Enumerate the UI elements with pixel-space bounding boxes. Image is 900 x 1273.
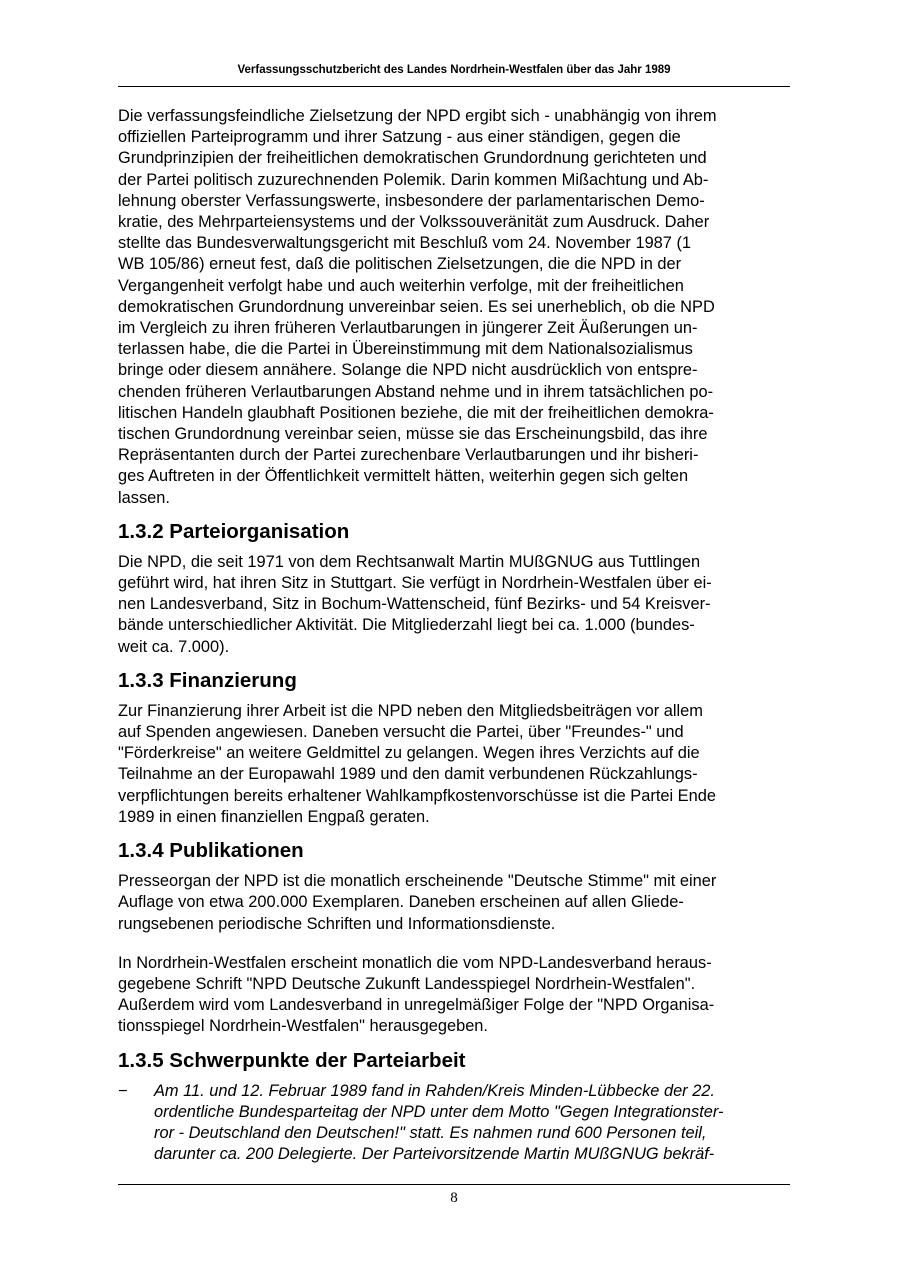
finanzierung-paragraph	[118, 701, 790, 828]
text-line: kratie, des Mehrparteiensystems und der Volkssouveränität zum Ausdruck. Daher	[118, 213, 710, 232]
section-heading-publikationen: 1.3.4 Publikationen	[118, 839, 304, 863]
text-line: Vergangenheit verfolgt habe und auch weiterhin verfolge, mit der freiheitlichen	[118, 276, 684, 295]
text-line: tischen Grundordnung vereinbar seien, müsse sie das Erscheinungsbild, das ihre	[118, 425, 708, 444]
text-line: chenden früheren Verlautbarungen Abstand nehme und in ihrem tatsächlichen po-	[118, 382, 714, 401]
text-line: darunter ca. 200 Delegierte. Der Parteivorsitzende Martin MUßGNUG bekräf-	[154, 1145, 715, 1164]
text-line: WB 105/86) erneut fest, daß die politischen Zielsetzungen, die die NPD in der	[118, 255, 682, 274]
text-line: rungsebenen periodische Schriften und Informationsdienste.	[118, 914, 556, 933]
text-line: terlassen habe, die die Partei in Übereinstimmung mit dem Nationalsozialismus	[118, 340, 693, 359]
text-line: Auflage von etwa 200.000 Exemplaren. Daneben erscheinen auf allen Gliede-	[118, 893, 684, 912]
section-heading-finanzierung: 1.3.3 Finanzierung	[118, 668, 297, 692]
text-line: bände unterschiedlicher Aktivität. Die Mitgliederzahl liegt bei ca. 1.000 (bundes-	[118, 616, 695, 635]
text-line: Grundprinzipien der freiheitlichen demokratischen Grundordnung gerichteten und	[118, 149, 707, 168]
text-line: offiziellen Parteiprogramm und ihrer Satzung - aus einer ständigen, gegen die	[118, 128, 681, 147]
text-line: auf Spenden angewiesen. Daneben versucht die Partei, über "Freundes-" und	[118, 723, 684, 742]
text-line: im Vergleich zu ihren früheren Verlautbarungen in jüngerer Zeit Äußerungen un-	[118, 319, 698, 338]
bullet-item	[118, 1081, 790, 1166]
text-line: der Partei politisch zuzurechnenden Polemik. Darin kommen Mißachtung und Ab-	[118, 170, 709, 189]
text-line: lehnung oberster Verfassungswerte, insbesondere der parlamentarischen Demo-	[118, 191, 705, 210]
text-line: Außerdem wird vom Landesverband in unregelmäßiger Folge der "NPD Organisa-	[118, 996, 715, 1015]
text-line: ordentliche Bundesparteitag der NPD unter dem Motto "Gegen Integrationster-	[154, 1102, 724, 1121]
publikationen-paragraph-1	[118, 871, 790, 935]
text-line: weit ca. 7.000).	[118, 637, 230, 656]
text-line: bringe oder diesem annähere. Solange die NPD nicht ausdrücklich von entspre-	[118, 361, 698, 380]
text-line: demokratischen Grundordnung unvereinbar seien. Es sei unerheblich, ob die NPD	[118, 297, 715, 316]
text-line: Repräsentanten durch der Partei zurechenbare Verlautbarungen und ihr bisheri-	[118, 446, 699, 465]
section-heading-schwerpunkte: 1.3.5 Schwerpunkte der Parteiarbeit	[118, 1048, 466, 1072]
text-line: stellte das Bundesverwaltungsgericht mit Beschluß vom 24. November 1987 (1	[118, 234, 692, 253]
text-line: "Förderkreise" an weitere Geldmittel zu gelangen. Wegen ihres Verzichts auf die	[118, 744, 700, 763]
footer-divider	[118, 1184, 790, 1185]
text-line: nen Landesverband, Sitz in Bochum-Wattenscheid, fünf Bezirks- und 54 Kreisver-	[118, 595, 711, 614]
intro-paragraph	[118, 106, 790, 509]
text-line: ror - Deutschland den Deutschen!" statt. Es nahmen rund 600 Personen teil,	[154, 1123, 707, 1142]
text-line: In Nordrhein-Westfalen erscheint monatlich die vom NPD-Landesverband heraus-	[118, 953, 712, 972]
bullet-dash: −	[118, 1081, 128, 1100]
text-line: litischen Handeln glaubhaft Positionen beziehe, die mit der freiheitlichen demokra-	[118, 403, 714, 422]
text-line: lassen.	[118, 488, 170, 507]
running-header: Verfassungsschutzbericht des Landes Nordrhein-Westfalen über das Jahr 1989	[237, 64, 671, 76]
text-line: verpflichtungen bereits erhaltener Wahlkampfkostenvorschüsse ist die Partei Ende	[118, 786, 716, 805]
header-divider	[118, 86, 790, 87]
text-line: Die NPD, die seit 1971 von dem Rechtsanwalt Martin MUßGNUG aus Tuttlingen	[118, 552, 701, 571]
section-heading-parteiorganisation: 1.3.2 Parteiorganisation	[118, 519, 350, 543]
text-line: tionsspiegel Nordrhein-Westfalen" herausgegeben.	[118, 1017, 488, 1036]
text-line: 1989 in einen finanziellen Engpaß geraten.	[118, 807, 430, 826]
document-body	[118, 106, 790, 1165]
publikationen-paragraph-2	[118, 953, 790, 1038]
text-line: Zur Finanzierung ihrer Arbeit ist die NPD neben den Mitgliedsbeiträgen vor allem	[118, 701, 703, 720]
text-line: ges Auftreten in der Öffentlichkeit vermittelt hätten, weiterhin gegen sich gelten	[118, 467, 689, 486]
page-number: 8	[450, 1190, 458, 1206]
text-line: geführt wird, hat ihren Sitz in Stuttgart. Sie verfügt in Nordrhein-Westfalen über ei-	[118, 574, 712, 593]
text-line: gegebene Schrift "NPD Deutsche Zukunft Landesspiegel Nordrhein-Westfalen".	[118, 974, 696, 993]
parteiorganisation-paragraph	[118, 552, 790, 658]
text-line: Am 11. und 12. Februar 1989 fand in Rahden/Kreis Minden-Lübbecke der 22.	[154, 1081, 715, 1100]
text-line: Die verfassungsfeindliche Zielsetzung der NPD ergibt sich - unabhängig von ihrem	[118, 107, 717, 125]
text-line: Teilnahme an der Europawahl 1989 und den damit verbundenen Rückzahlungs-	[118, 765, 698, 784]
text-line: Presseorgan der NPD ist die monatlich erscheinende "Deutsche Stimme" mit einer	[118, 872, 717, 891]
